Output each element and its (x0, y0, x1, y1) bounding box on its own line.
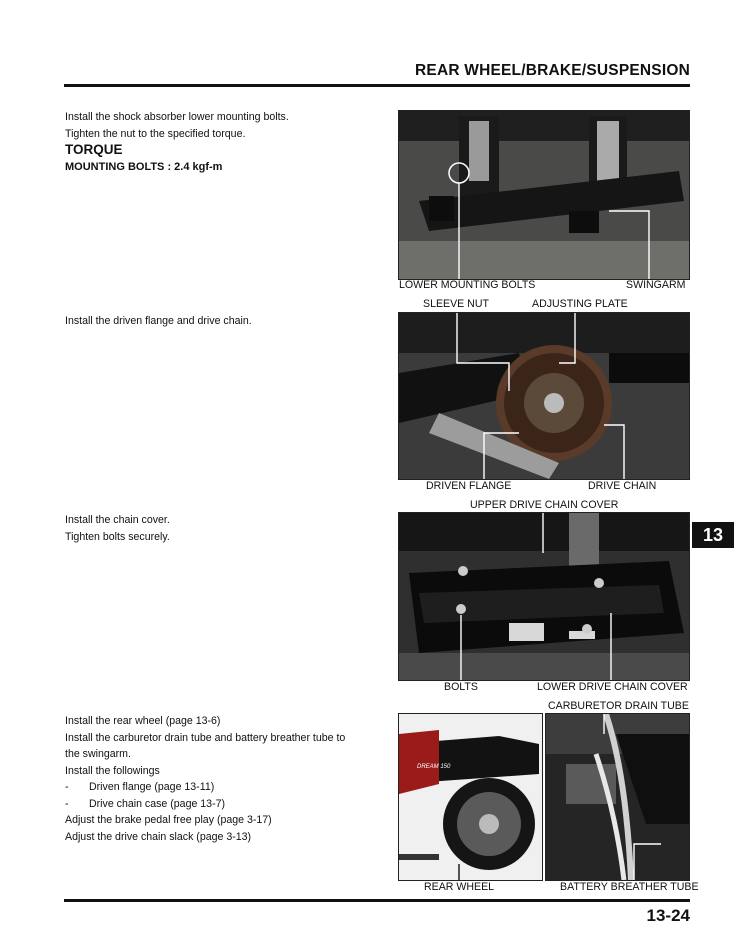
section1-text (65, 109, 289, 175)
section4-text (65, 713, 365, 845)
section4-line: Install the rear wheel (page 13-6) (65, 715, 221, 727)
caption-swingarm: SWINGARM (626, 279, 686, 291)
section4-line: Adjust the drive chain slack (page 3-13) (65, 830, 252, 843)
footer-rule (64, 899, 690, 902)
photo-shock-absorber (398, 110, 690, 280)
list-bullet: - (65, 781, 69, 793)
section4-line: Install the carburetor drain tube and battery breather tube to (65, 731, 346, 744)
list-text: Driven flange (page 13-11) (89, 781, 215, 793)
caption-rear-wheel: REAR WHEEL (424, 881, 495, 893)
torque-heading: TORQUE (65, 142, 123, 157)
page-title: REAR WHEEL/BRAKE/SUSPENSION (415, 62, 690, 79)
section2-line: Install the driven flange and drive chain. (65, 315, 252, 327)
caption-lower-drive-chain-cover: LOWER DRIVE CHAIN COVER (537, 681, 688, 693)
list-bullet: - (65, 797, 69, 810)
photo-tubes (545, 713, 690, 881)
caption-sleeve-nut: SLEEVE NUT (423, 298, 489, 310)
section4-line: Adjust the brake pedal free play (page 3-17) (65, 814, 272, 826)
caption-battery-breather-tube: BATTERY BREATHER TUBE (560, 881, 699, 893)
section2-text (65, 313, 252, 330)
torque-spec: MOUNTING BOLTS : 2.4 kgf-m (65, 160, 223, 173)
caption-carburetor-drain-tube: CARBURETOR DRAIN TUBE (548, 700, 689, 712)
photo-chain-cover (398, 512, 690, 681)
section3-text (65, 512, 170, 545)
page-number: 13-24 (646, 906, 690, 925)
chapter-tab: 13 (692, 522, 734, 548)
list-item (65, 779, 365, 796)
header-rule (64, 84, 690, 87)
section3-line: Tighten bolts securely. (65, 530, 170, 543)
caption-drive-chain: DRIVE CHAIN (588, 480, 657, 492)
section1-line: Install the shock absorber lower mounting bolts. (65, 111, 289, 123)
list-text: Drive chain case (page 13-7) (89, 797, 226, 810)
section3-line: Install the chain cover. (65, 514, 170, 526)
caption-adjusting-plate: ADJUSTING PLATE (532, 298, 628, 310)
section4-line: Install the followings (65, 764, 160, 777)
list-item (65, 796, 365, 813)
caption-driven-flange: DRIVEN FLANGE (426, 480, 512, 492)
caption-upper-drive-chain-cover: UPPER DRIVE CHAIN COVER (470, 499, 619, 511)
caption-lower-mounting-bolts: LOWER MOUNTING BOLTS (399, 279, 536, 291)
caption-bolts: BOLTS (444, 681, 478, 693)
photo-sprocket (398, 312, 690, 480)
section4-line: the swingarm. (65, 748, 131, 760)
photo-rear-wheel (398, 713, 543, 881)
section1-line: Tighten the nut to the specified torque. (65, 127, 246, 140)
bike-badge: DREAM 150 (417, 764, 451, 770)
